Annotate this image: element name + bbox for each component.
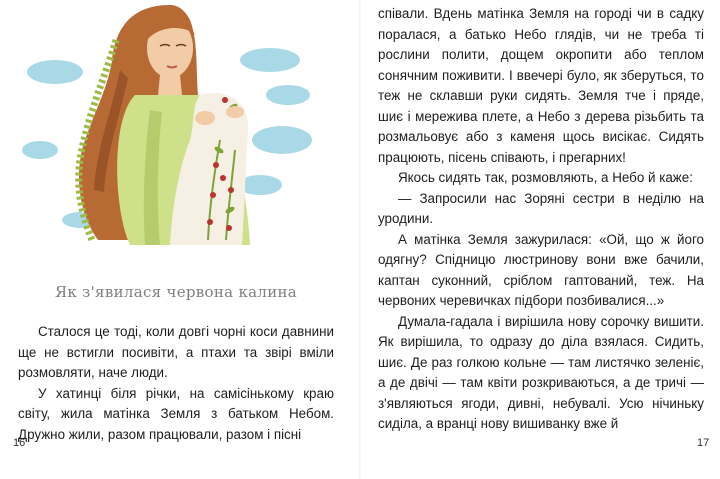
story-title: Як з'явилася червона калина [55, 283, 298, 301]
paragraph: Якось сидять так, розмовляють, а Небо й каже: [398, 170, 693, 185]
right-page [360, 0, 720, 479]
page-number: 17 [697, 437, 710, 449]
illustration [20, 0, 320, 250]
paragraph: Сталося це тоді, коли довгі чорні коси давнини ще не встигли посивіти, а птахи та звірі вміли розмовляти, наче люди. [18, 324, 334, 380]
paragraph: А матінка Земля зажурилася: «Ой, що ж його одягну? Спідницю люстринову вони вже бачили, каптан суконний, сріблом гаптований, теж. На червоних черевичках підбори позбивалися...» [378, 231, 704, 308]
paragraph: У хатинці біля річки, на самісінькому краю світу, жила матінка Земля з батьком Небом. Дружно жили, разом працювали, разом і пісні [18, 385, 334, 442]
paragraph: співали. Вдень матінка Земля на городі чи в садку поралася, а батько Небо глядів, чи не треба ті рослини полити, дощем окропити або теплом сонячним поживити. І ввечері було, як зберуться, то теж не склавши руки сидять. Земля тче і пряде, шиє і мережива плете, а Небо з дерева різьбить та розмальовує або з каменя щось висікає. Сидять працюють, пісень співають, і прегарних! [378, 6, 704, 165]
right-page-text [378, 4, 704, 435]
page-number: 16 [13, 437, 26, 449]
left-page-text [18, 322, 334, 445]
paragraph: Думала-гадала і вирішила нову сорочку вишити. Як вирішила, то одразу до діла взялася. Сидить, шиє. Де раз голкою кольне — там листячко зеленіє, а де двічі — там квіти розкриваються, а де тричі — з'являються ягоди, дивні, небувалі. Усю нічиньку сиділа, а вранці нову вишиванку вже й [378, 313, 704, 431]
paragraph: — Запросили нас Зоряні сестри в неділю на уродини. [378, 190, 704, 226]
